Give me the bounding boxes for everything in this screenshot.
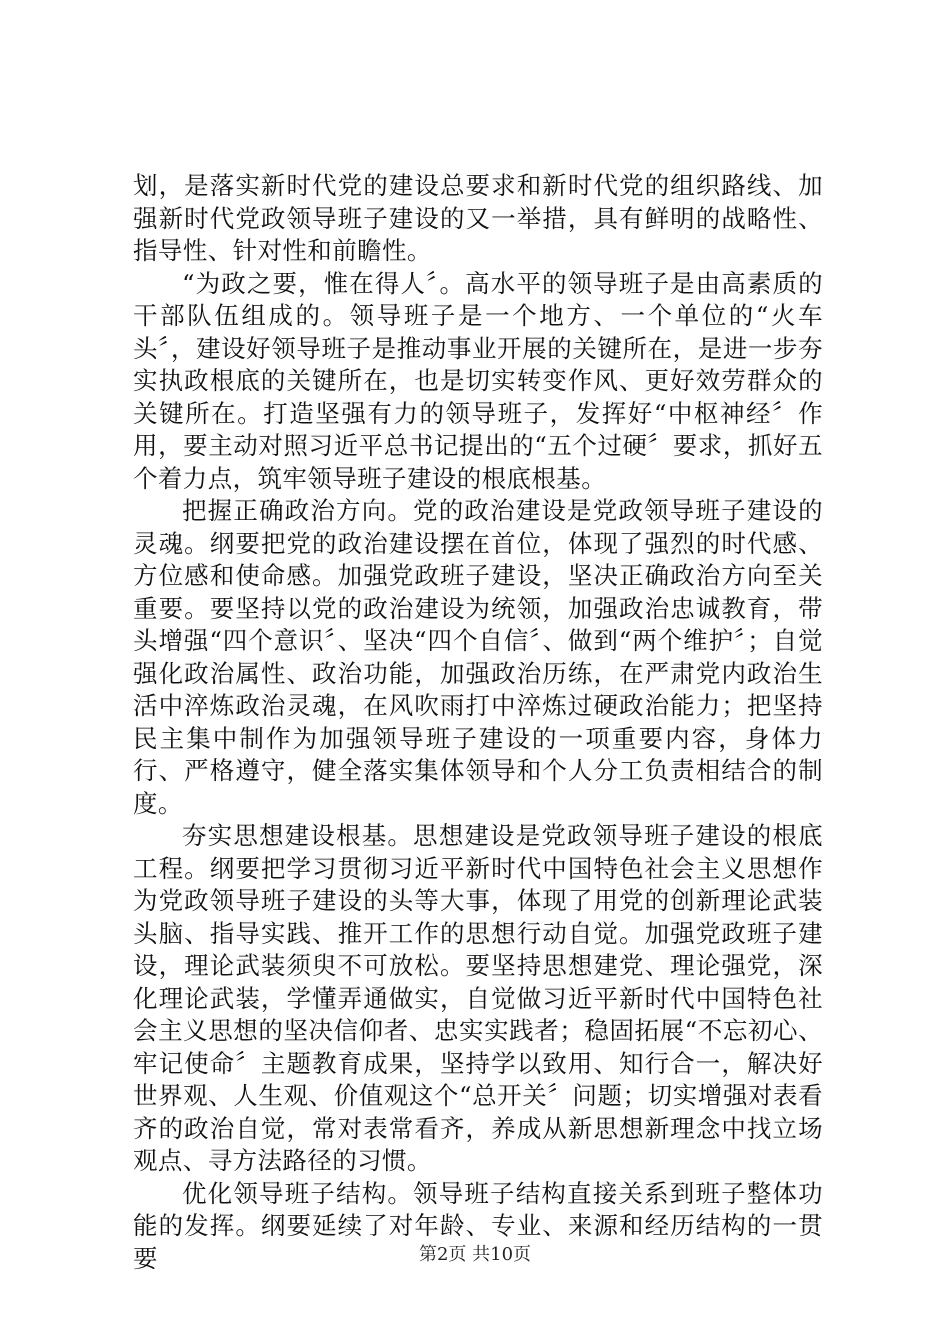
- paragraph-leadership-talent: “为政之要，惟在得人〞。高水平的领导班子是由高素质的干部队伍组成的。领导班子是一个地方、一个单位的“火车头〞，建设好领导班子是推动事业开展的关键所在，是进一步夯实执政根底的关键所在，也是切实转变作风、更好效劳群众的关键所在。打造坚强有力的领导班子，发挥好“中枢神经〞作用，要主动对照习近平总书记提出的“五个过硬〞要求，抓好五个着力点，筑牢领导班子建设的根底根基。: [133, 268, 823, 493]
- page-number-footer: 第2页 共10页: [418, 1244, 532, 1265]
- paragraph-continuation: 划，是落实新时代党的建设总要求和新时代党的组织路线、加强新时代党政领导班子建设的又一举措，具有鲜明的战略性、指导性、针对性和前瞻性。: [133, 171, 823, 265]
- document-body: [133, 170, 823, 1275]
- paragraph-ideological-foundation: 夯实思想建设根基。思想建设是党政领导班子建设的根底工程。纲要把学习贯彻习近平新时代中国特色社会主义思想作为党政领导班子建设的头等大事，体现了用党的创新理论武装头脑、指导实践、推开工作的思想行动自觉。加强党政班子建设，理论武装须臾不可放松。要坚持思想建党、理论强党，深化理论武装，学懂弄通做实，自觉做习近平新时代中国特色社会主义思想的坚决信仰者、忠实实践者；稳固拓展“不忘初心、牢记使命〞主题教育成果，坚持学以致用、知行合一，解决好世界观、人生观、价值观这个“总开关〞问题；切实增强对表看齐的政治自觉，常对表常看齐，养成从新思想新理念中找立场观点、寻方法路径的习惯。: [133, 821, 823, 1175]
- paragraph-team-structure: 优化领导班子结构。领导班子结构直接关系到班子整体功能的发挥。纲要延续了对年龄、专业、来源和经历结构的一贯要: [133, 1178, 823, 1273]
- paragraph-political-direction: 把握正确政治方向。党的政治建设是党政领导班子建设的灵魂。纲要把党的政治建设摆在首位，体现了强烈的时代感、方位感和使命感。加强党政班子建设，坚决正确政治方向至关重要。要坚持以党的政治建设为统领，加强政治忠诚教育，带头增强“四个意识〞、坚决“四个自信〞、做到“两个维护〞；自觉强化政治属性、政治功能，加强政治历练，在严肃党内政治生活中淬炼政治灵魂，在风吹雨打中淬炼过硬政治能力；把坚持民主集中制作为加强领导班子建设的一项重要内容，身体力行、严格遵守，健全落实集体领导和个人分工负责相结合的制度。: [133, 496, 823, 818]
